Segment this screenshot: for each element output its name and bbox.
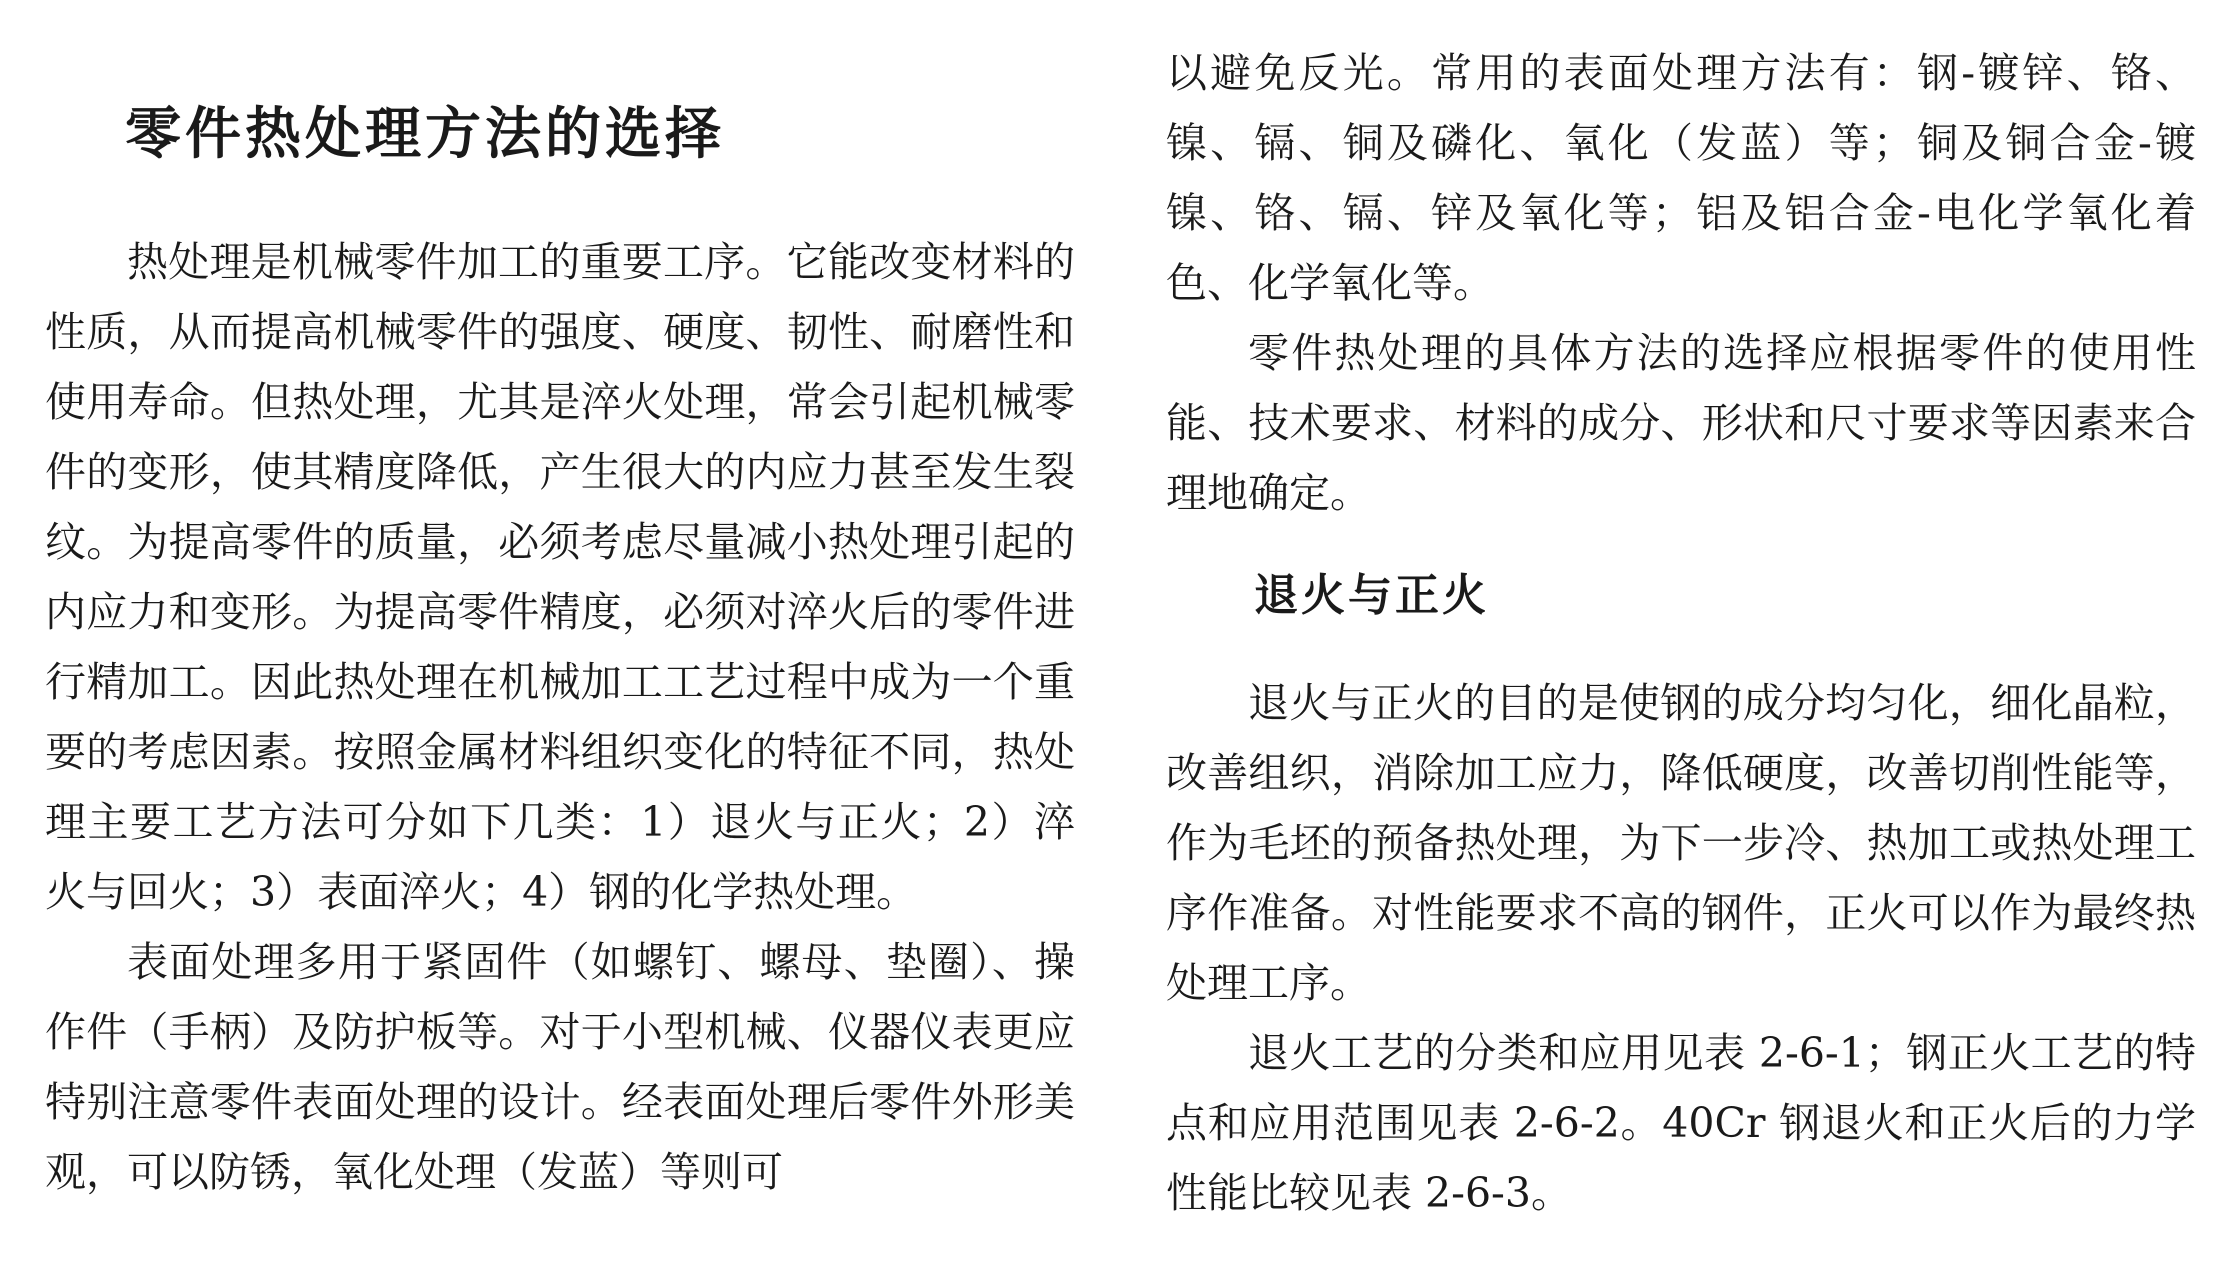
right-column [1166,0,2196,1228]
surface-treatment-continuation: 以避免反光。常用的表面处理方法有：钢-镀锌、铬、镍、镉、铜及磷化、氧化（发蓝）等；铜及铜合金-镀镍、铬、镉、锌及氧化等；铝及铝合金-电化学氧化着色、化学氧化等。 [1166,49,2196,307]
surface-treatment-paragraph: 表面处理多用于紧固件（如螺钉、螺母、垫圈）、操作件（手柄）及防护板等。对于小型机械、仪器仪表更应特别注意零件表面处理的设计。经表面处理后零件外形美观，可以防锈，氧化处理（发蓝）等则可 [45,938,1075,1196]
section-title: 退火与正火 [1254,570,1489,621]
annealing-purpose-paragraph: 退火与正火的目的是使钢的成分均匀化，细化晶粒，改善组织，消除加工应力，降低硬度，改善切削性能等，作为毛坯的预备热处理，为下一步冷、热加工或热处理工序作准备。对性能要求不高的钢件，正火可以作为最终热处理工序。 [1166,678,2196,1007]
annealing-tables-paragraph: 退火工艺的分类和应用见表 2-6-1；钢正火工艺的特点和应用范围见表 2-6-2。40Cr 钢退火和正火后的力学性能比较见表 2-6-3。 [1166,1028,2196,1217]
left-column [45,0,1075,1207]
article-title: 零件热处理方法的选择 [125,102,725,167]
intro-paragraph: 热处理是机械零件加工的重要工序。它能改变材料的性质，从而提高机械零件的强度、硬度、韧性、耐磨性和使用寿命。但热处理，尤其是淬火处理，常会引起机械零件的变形，使其精度降低，产生很大的内应力甚至发生裂纹。为提高零件的质量，必须考虑尽量减小热处理引起的内应力和变形。为提高零件精度，必须对淬火后的零件进行精加工。因此热处理在机械加工工艺过程中成为一个重要的考虑因素。按照金属材料组织变化的特征不同，热处理主要工艺方法可分如下几类：1）退火与正火；2）淬火与回火；3）表面淬火；4）钢的化学热处理。 [45,238,1075,916]
method-selection-paragraph: 零件热处理的具体方法的选择应根据零件的使用性能、技术要求、材料的成分、形状和尺寸要求等因素来合理地确定。 [1166,329,2196,517]
